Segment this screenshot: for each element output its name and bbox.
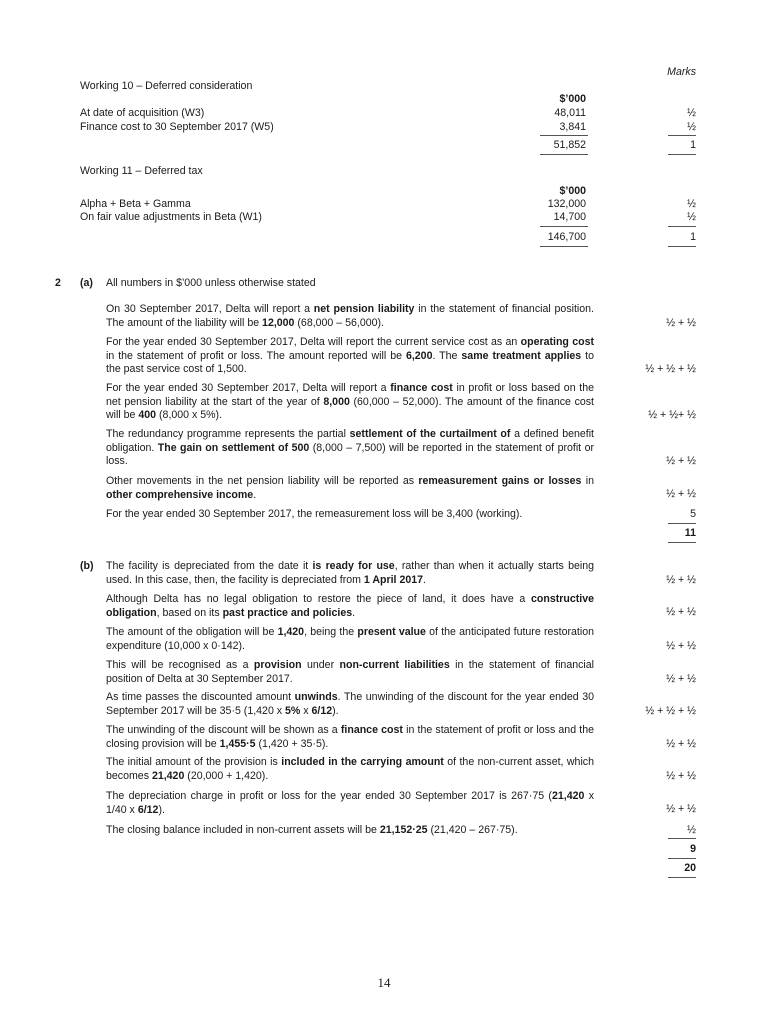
w11-row-mark: ½ [687, 211, 696, 223]
part-b-mark: ½ + ½ [666, 738, 696, 750]
part-a-heading: All numbers in $’000 unless otherwise stated [106, 277, 316, 289]
body-text: . The [432, 349, 462, 362]
part-b-mark: ½ + ½ [666, 803, 696, 815]
question-total-rule [668, 877, 696, 878]
body-text: of the non-current asset, which becomes [106, 756, 594, 782]
body-text: For the year ended 30 September 2017, Delta will report the current service cost as an [106, 336, 521, 348]
part-a-paragraph [106, 336, 594, 377]
part-a-paragraph [106, 303, 594, 330]
w10-row-label: At date of acquisition (W3) [80, 107, 205, 119]
emphasis-text: constructive obligation [106, 593, 594, 619]
body-text: (68,000 – 56,000). [294, 316, 384, 329]
w10-total: 51,852 [553, 139, 586, 151]
body-text: in [581, 475, 594, 487]
emphasis-text: 8,000 [323, 395, 350, 408]
question-number: 2 [55, 277, 61, 289]
part-a-total: 11 [684, 527, 696, 539]
working-11-title: Working 11 – Deferred tax [80, 165, 203, 177]
body-text: in the statement of financial position of Delta at 30 September 2017. [106, 659, 595, 685]
body-text: For the year ended 30 September 2017, the remeasurement loss will be 3,400 (working). [106, 508, 523, 520]
body-text: The unwinding of the discount will be shown as a [106, 724, 341, 736]
w11-sum-rule [540, 226, 588, 227]
emphasis-text: 1,455·5 [219, 737, 256, 750]
body-text: in the statement of profit or loss and the closing provision will be [106, 724, 594, 750]
body-text: . [253, 488, 257, 501]
emphasis-text: settlement of the curtailment of [349, 428, 511, 440]
emphasis-text: finance cost [390, 382, 453, 394]
body-text: under [301, 659, 340, 671]
part-b-paragraph [106, 626, 594, 653]
part-b-subtotal-rule [668, 858, 696, 859]
emphasis-text: 5% [285, 704, 301, 717]
part-b-mark: ½ + ½ [666, 673, 696, 685]
body-text: The initial amount of the provision is [106, 756, 282, 768]
w11-column-head: $’000 [559, 185, 586, 197]
w11-row-mark: ½ [687, 198, 696, 210]
w10-row-value: 48,011 [554, 107, 586, 119]
w10-mark-rule [668, 135, 696, 136]
w10-row-mark: ½ [687, 121, 696, 133]
body-text: to the past service cost of 1,500. [106, 349, 594, 376]
part-a-total-rule [668, 542, 696, 543]
w11-total-mark: 1 [690, 231, 696, 243]
w11-total-mark-rule [668, 246, 696, 247]
part-a-paragraph [106, 428, 594, 469]
w10-total-mark: 1 [690, 139, 696, 151]
emphasis-text: 21,420 [551, 790, 585, 802]
w10-row-label: Finance cost to 30 September 2017 (W5) [80, 121, 274, 133]
w11-row-label: Alpha + Beta + Gamma [80, 198, 191, 210]
body-text: The facility is depreciated from the date it [106, 560, 313, 572]
emphasis-text: present value [357, 626, 426, 638]
body-text: (21,420 – 267·75). [427, 824, 518, 836]
emphasis-text: included in the carrying amount [281, 756, 444, 768]
part-b-mark-rule [668, 838, 696, 839]
part-a-mark: ½ + ½ + ½ [645, 363, 696, 375]
body-text: . [352, 606, 356, 619]
emphasis-text: same treatment applies [461, 349, 582, 362]
body-text: x 1/40 x [106, 790, 594, 816]
body-text: For the year ended 30 September 2017, Delta will report a [106, 382, 391, 394]
part-b-subtotal: 9 [690, 843, 696, 855]
question-total: 20 [684, 862, 696, 874]
body-text: in profit or loss based on the net pension liability at the start of the year of [106, 382, 594, 408]
w11-total: 146,700 [547, 231, 586, 243]
emphasis-text: 12,000 [262, 316, 295, 329]
emphasis-text: 1,420 [277, 626, 305, 638]
w10-sum-rule [540, 135, 588, 136]
emphasis-text: net pension liability [313, 303, 415, 315]
w10-row-mark: ½ [687, 107, 696, 119]
body-text: The closing balance included in non-current assets will be [106, 824, 380, 836]
w10-total-mark-rule [668, 154, 696, 155]
body-text: . [423, 573, 426, 586]
emphasis-text: remeasurement gains or losses [418, 475, 582, 487]
body-text: (20,000 + 1,420). [184, 769, 269, 782]
body-text: ). [158, 803, 165, 816]
part-b-mark: ½ + ½ + ½ [645, 705, 696, 717]
body-text: x [300, 704, 312, 717]
body-text: (1,420 + 35·5). [255, 737, 329, 750]
emphasis-text: provision [253, 659, 302, 671]
part-b-paragraph [106, 593, 594, 620]
w10-total-rule [540, 154, 588, 155]
part-a-label: (a) [80, 277, 93, 289]
emphasis-text: other comprehensive income [106, 488, 254, 501]
marks-header: Marks [667, 66, 696, 78]
w11-total-rule [540, 246, 588, 247]
page-number: 14 [377, 975, 391, 990]
emphasis-text: 6,200 [405, 349, 433, 362]
emphasis-text: past practice and policies [222, 606, 353, 619]
body-text: . The unwinding of the discount for the year ended 30 September 2017 will be 35·5 (1,420 x [106, 691, 595, 717]
part-a-mark: 5 [690, 508, 696, 520]
part-a-mark: ½ + ½ [666, 455, 696, 467]
emphasis-text: 6/12 [311, 704, 333, 717]
emphasis-text: 21,152·25 [379, 824, 428, 836]
body-text: (8,000 – 7,500) will be reported in the statement of profit or loss. [106, 441, 594, 468]
part-b-paragraph [106, 724, 594, 751]
body-text: (60,000 – 52,000). The amount of the finance cost will be [106, 395, 594, 422]
part-b-mark: ½ [687, 824, 696, 836]
part-b-paragraph [106, 824, 594, 838]
emphasis-text: The gain on settlement of 500 [157, 441, 310, 454]
body-text: On 30 September 2017, Delta will report a [106, 303, 314, 315]
part-a-paragraph [106, 475, 594, 502]
w11-row-value: 14,700 [553, 211, 586, 223]
part-a-mark-rule [668, 523, 696, 524]
part-b-paragraph [106, 659, 594, 686]
part-b-paragraph [106, 691, 594, 718]
body-text: in the statement of profit or loss. The amount reported will be [106, 349, 406, 362]
body-text: As time passes the discounted amount [106, 691, 295, 703]
w10-row-value: 3,841 [559, 121, 586, 133]
body-text: , rather than when it actually starts being used. In this case, then, the facility is depreciated from [106, 560, 595, 586]
body-text: , being the [304, 626, 358, 638]
working-10-title: Working 10 – Deferred consideration [80, 80, 253, 92]
body-text: Other movements in the net pension liability will be reported as [106, 475, 419, 487]
emphasis-text: is ready for use [312, 560, 395, 572]
part-b-label: (b) [80, 560, 94, 572]
body-text: The amount of the obligation will be [106, 626, 278, 638]
emphasis-text: finance cost [340, 724, 403, 736]
emphasis-text: 400 [138, 409, 157, 422]
body-text: , based on its [156, 606, 223, 619]
w10-column-head: $’000 [559, 93, 586, 105]
body-text: in the statement of financial position. The amount of the liability will be [106, 303, 594, 329]
body-text: The redundancy programme represents the partial [106, 428, 350, 440]
body-text: This will be recognised as a [106, 659, 254, 671]
part-a-mark: ½ + ½ [666, 317, 696, 329]
part-b-mark: ½ + ½ [666, 574, 696, 586]
body-text: a defined benefit obligation. [106, 428, 595, 454]
part-b-paragraph [106, 756, 594, 783]
emphasis-text: operating cost [520, 336, 594, 348]
w11-row-label: On fair value adjustments in Beta (W1) [80, 211, 262, 223]
part-b-paragraph [106, 790, 594, 817]
part-a-mark: ½ + ½+ ½ [648, 409, 696, 421]
emphasis-text: 1 April 2017 [363, 573, 424, 586]
part-a-mark: ½ + ½ [666, 488, 696, 500]
w11-row-value: 132,000 [547, 198, 586, 210]
part-a-paragraph [106, 508, 594, 522]
body-text: of the anticipated future restoration expenditure (10,000 x 0·142). [106, 626, 594, 652]
part-b-mark: ½ + ½ [666, 640, 696, 652]
part-b-mark: ½ + ½ [666, 606, 696, 618]
body-text: The depreciation charge in profit or loss for the year ended 30 September 2017 is 267·75 ( [106, 790, 552, 802]
emphasis-text: 6/12 [137, 803, 159, 816]
body-text: ). [332, 704, 339, 717]
part-b-mark: ½ + ½ [666, 770, 696, 782]
w11-mark-rule [668, 226, 696, 227]
part-b-paragraph [106, 560, 594, 587]
emphasis-text: 21,420 [151, 769, 185, 782]
emphasis-text: non-current liabilities [339, 659, 450, 671]
part-a-paragraph [106, 382, 594, 423]
body-text: (8,000 x 5%). [156, 409, 223, 422]
emphasis-text: unwinds [294, 691, 338, 703]
body-text: Although Delta has no legal obligation to restore the piece of land, it does have a [106, 593, 531, 605]
